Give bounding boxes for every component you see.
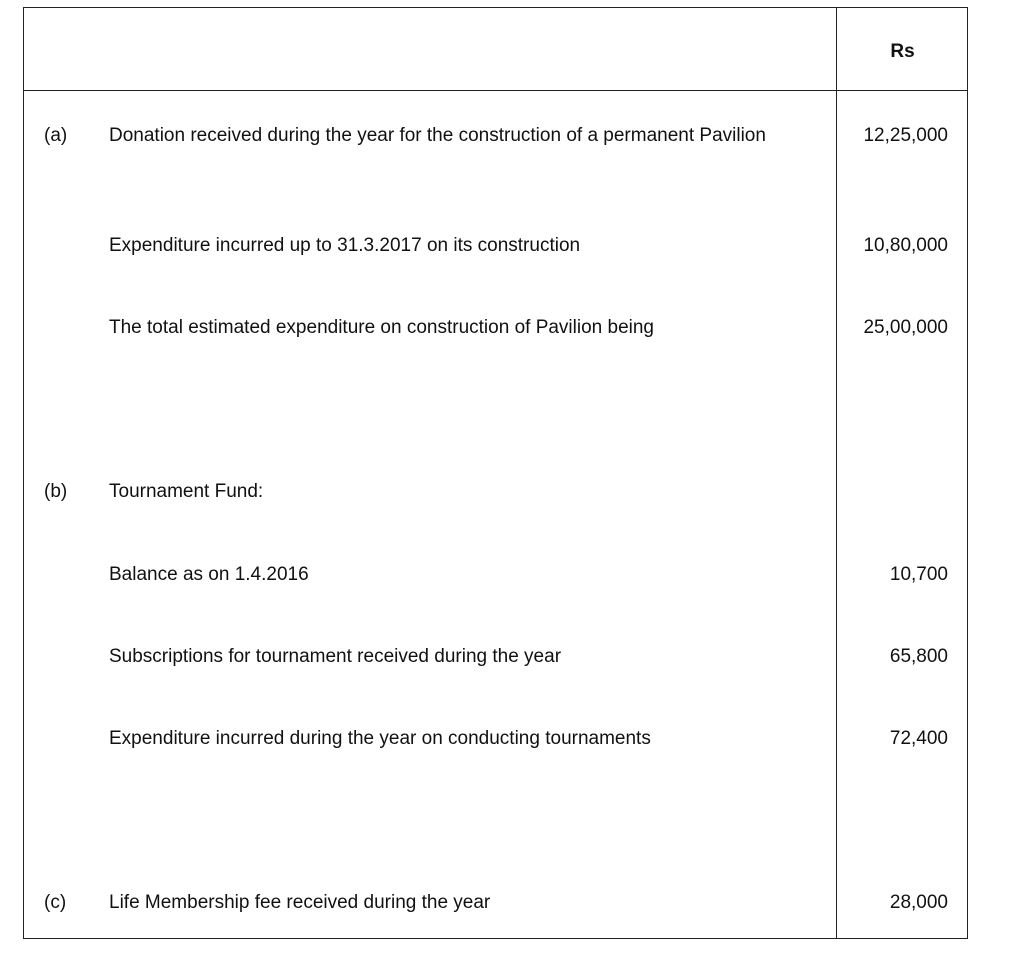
row-amount: 72,400 (889, 728, 948, 749)
row-description: Donation received during the year for the construction of a permanent Pavilion (109, 125, 766, 146)
row-description: Life Membership fee received during the year (109, 892, 491, 913)
row-description: Expenditure incurred up to 31.3.2017 on its construction (109, 235, 581, 256)
amount-column-header: Rs (890, 41, 915, 62)
row-label: (b) (44, 481, 68, 502)
row-description: Expenditure incurred during the year on conducting tournaments (109, 728, 651, 749)
row-description: Balance as on 1.4.2016 (109, 564, 309, 585)
row-description: Subscriptions for tournament received during the year (109, 646, 562, 667)
row-amount: 12,25,000 (863, 125, 948, 146)
row-amount: 65,800 (889, 646, 948, 667)
financial-data-table (23, 7, 968, 939)
row-label: (c) (44, 892, 67, 913)
row-amount: 25,00,000 (863, 317, 948, 338)
row-amount: 10,80,000 (863, 235, 948, 256)
row-amount: 28,000 (889, 892, 948, 913)
row-description: The total estimated expenditure on construction of Pavilion being (109, 317, 654, 338)
row-description: Tournament Fund: (109, 481, 264, 502)
header-divider (24, 90, 967, 91)
row-amount: 10,700 (889, 564, 948, 585)
row-label: (a) (44, 125, 68, 146)
column-divider (836, 8, 837, 938)
